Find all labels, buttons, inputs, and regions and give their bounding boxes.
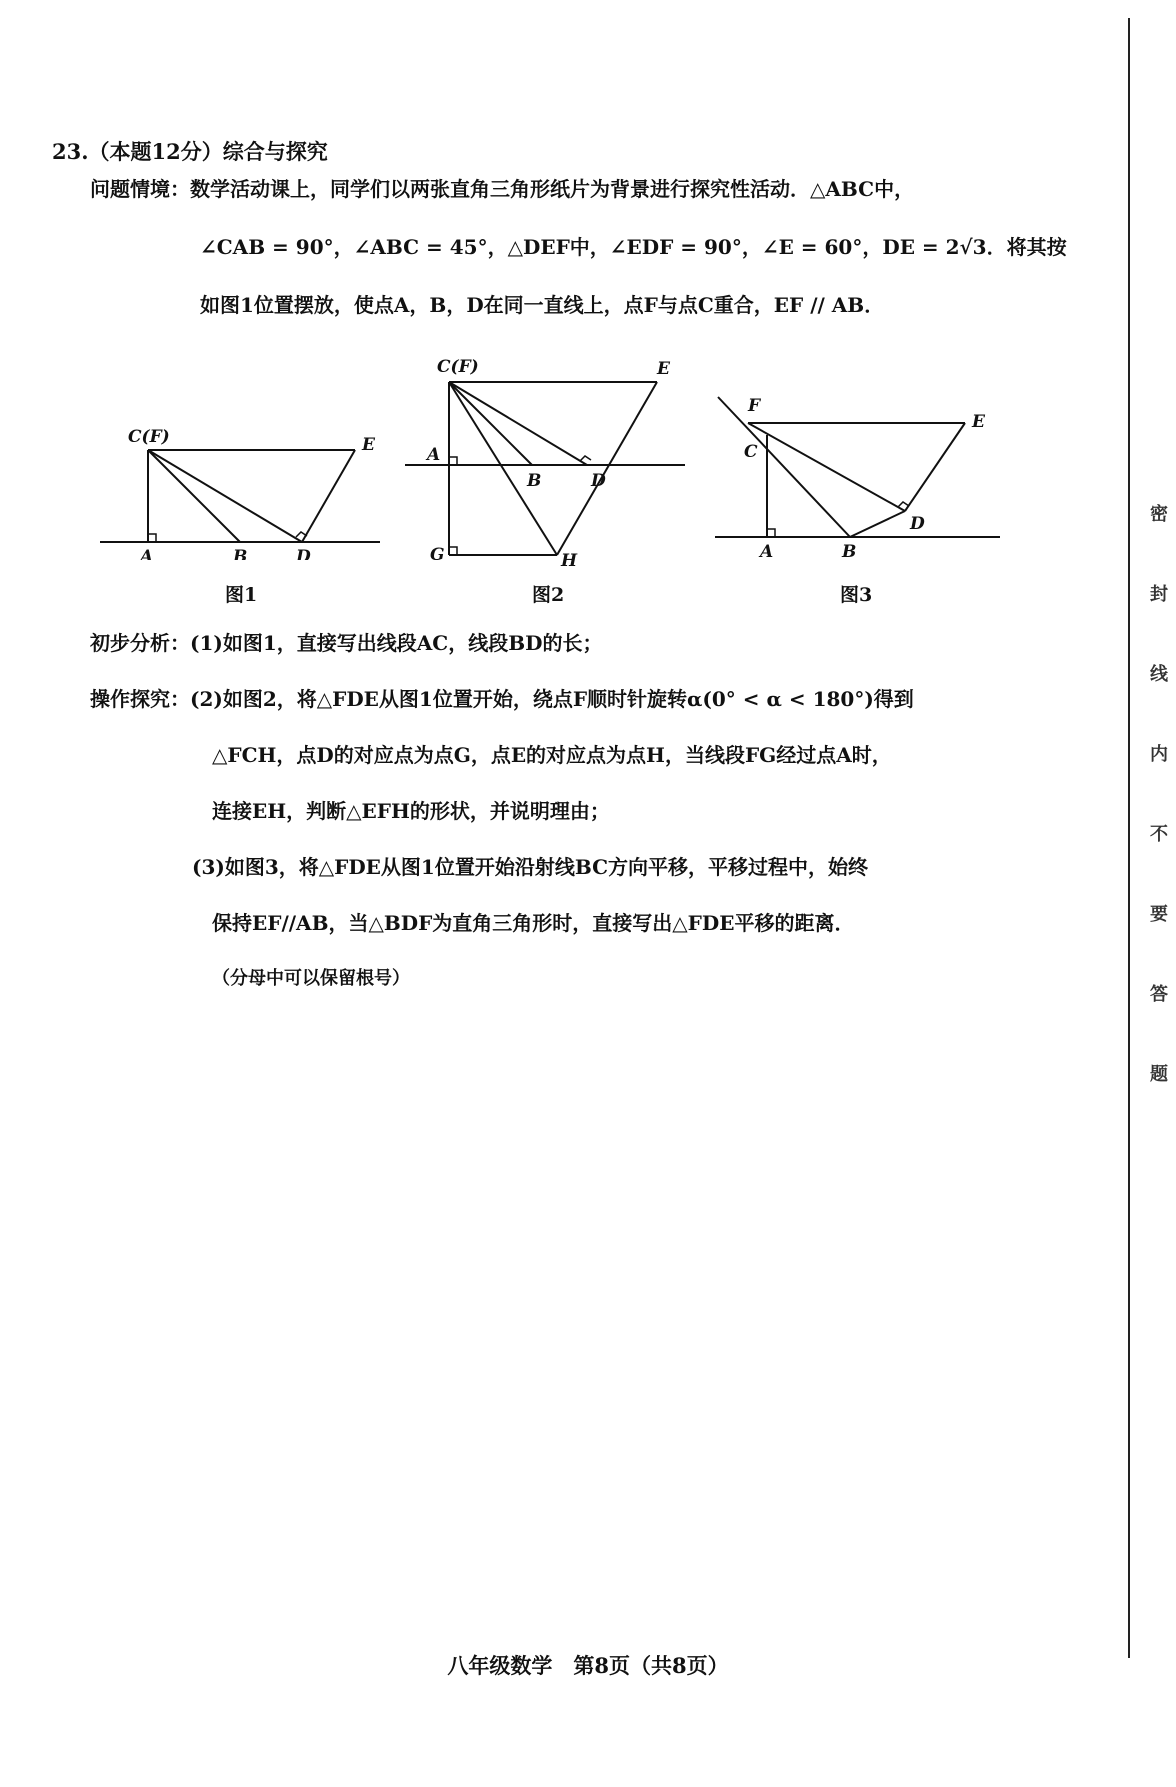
seal-char-1: 密 <box>1150 504 1168 525</box>
fig2-label-e: E <box>657 359 670 379</box>
seal-char-3: 线 <box>1150 664 1168 685</box>
fig1-label-cf: C(F) <box>128 427 170 447</box>
fig1-label-a: A <box>140 547 154 560</box>
explore-line-1: 操作探究：(2)如图2，将△FDE从图1位置开始，绕点F顺时针旋转α(0° < α < 180°)得到 <box>90 687 914 711</box>
figure-3 <box>710 385 1010 569</box>
fig3-segment-bd <box>850 511 905 537</box>
seal-char-8: 题 <box>1150 1064 1168 1085</box>
explore-line-2: △FCH，点D的对应点为点G，点E的对应点为点H，当线段FG经过点A时， <box>212 743 892 767</box>
fig2-label-cf: C(F) <box>437 357 479 377</box>
figure-2 <box>405 350 695 574</box>
figure-1 <box>100 420 400 564</box>
context-line-3: 如图1位置摆放，使点A，B，D在同一直线上，点F与点C重合，EF // AB． <box>200 293 885 317</box>
q3-line-1: (3)如图3，将△FDE从图1位置开始沿射线BC方向平移，平移过程中，始终 <box>192 855 869 879</box>
explore-line-3: 连接EH，判断△EFH的形状，并说明理由； <box>212 799 610 823</box>
question-heading: 23.（本题12分）综合与探究 <box>52 139 328 164</box>
fig2-label-b: B <box>527 471 542 491</box>
fig1-segment-ed <box>302 450 355 542</box>
seal-char-2: 封 <box>1150 584 1168 605</box>
seal-char-6: 要 <box>1150 904 1168 925</box>
context-line-2: ∠CAB = 90°，∠ABC = 45°，△DEF中，∠EDF = 90°，∠E = 60°，DE = 2√3．将其按 <box>200 235 1067 259</box>
fig2-label-h: H <box>561 551 578 570</box>
figure-1-caption: 图1 <box>225 584 258 606</box>
fig3-label-b: B <box>842 542 857 562</box>
seal-line <box>1128 18 1130 1658</box>
fig3-label-f: F <box>748 396 761 416</box>
seal-char-7: 答 <box>1150 984 1168 1005</box>
fig1-label-e: E <box>362 435 375 455</box>
fig3-segment-ed <box>905 423 965 511</box>
page-footer: 八年级数学 第8页（共8页） <box>447 1653 729 1678</box>
fig3-label-c: C <box>744 442 758 462</box>
fig2-right-angle-d <box>580 456 591 461</box>
fig2-label-g: G <box>430 545 445 565</box>
fig3-right-angle-a <box>767 529 775 537</box>
figure-3-caption: 图3 <box>840 584 873 606</box>
analysis-text: 初步分析：(1)如图1，直接写出线段AC，线段BD的长； <box>90 631 603 655</box>
q3-line-2: 保持EF//AB，当△BDF为直角三角形时，直接写出△FDE平移的距离． <box>212 911 855 935</box>
fig2-segment-cd <box>449 382 587 465</box>
fig3-segment-fd <box>748 423 905 511</box>
fig1-right-angle-a <box>148 534 156 542</box>
fig2-segment-eh <box>557 382 657 555</box>
fig3-label-e: E <box>972 412 985 432</box>
figure-2-caption: 图2 <box>532 584 565 606</box>
fig3-ray-bc <box>718 397 850 537</box>
fig2-label-d: D <box>591 471 606 491</box>
fig1-label-d: D <box>296 547 311 560</box>
fig3-label-a: A <box>760 542 774 562</box>
q3-line-3: （分母中可以保留根号） <box>212 968 410 989</box>
fig2-right-angle-g <box>449 547 457 555</box>
seal-char-4: 内 <box>1150 744 1168 765</box>
context-line-1: 问题情境：数学活动课上，同学们以两张直角三角形纸片为背景进行探究性活动．△ABC中， <box>90 177 915 201</box>
fig1-label-b: B <box>233 547 248 560</box>
seal-char-5: 不 <box>1150 824 1168 845</box>
fig2-segment-ch <box>449 382 557 555</box>
fig2-label-a: A <box>427 445 441 465</box>
fig3-label-d: D <box>910 514 925 534</box>
fig2-right-angle-a <box>449 457 457 465</box>
